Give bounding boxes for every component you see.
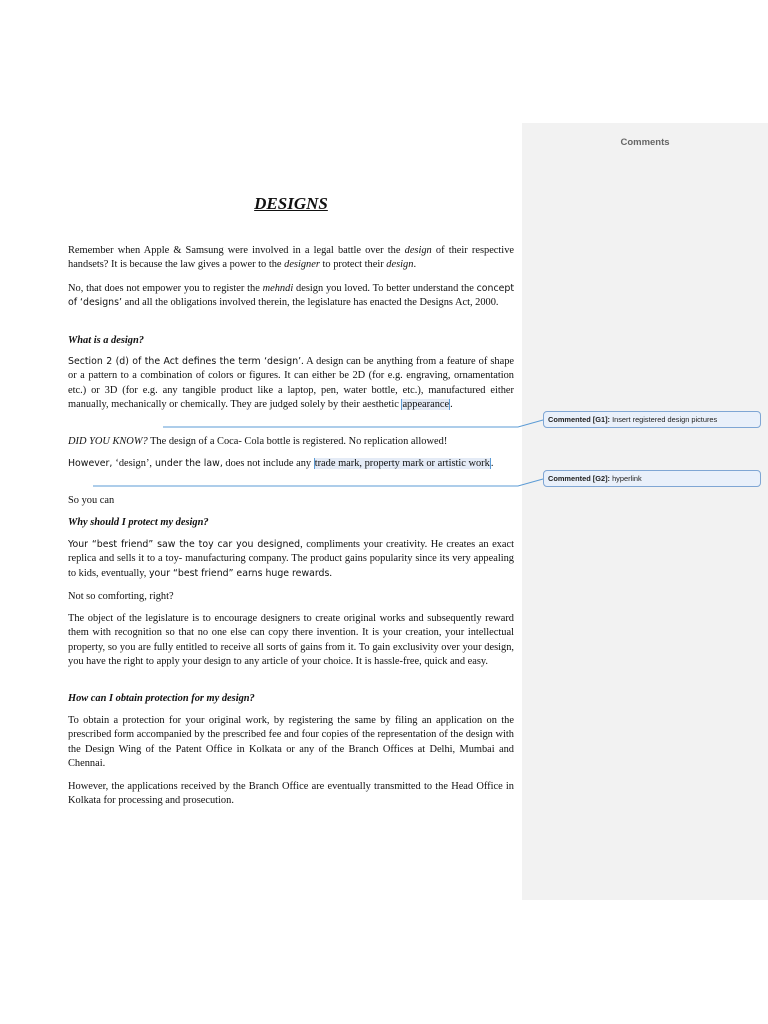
comment-author: Commented [G2]:	[548, 474, 611, 483]
heading-why-protect: Why should I protect my design?	[68, 517, 209, 528]
paragraph-exclusions: However, ‘design’, under the law, does not include any trade mark, property mark or artistic work.	[68, 458, 494, 469]
comment-text: hyperlink	[610, 474, 642, 483]
paragraph-definition: Section 2 (d) of the Act defines the term ‘design’. A design can be anything from a feature of shape or a pattern to a combination of colors or figures. It can either be 2D (for e.g. engraving, ornamentation etc.) or 3D (for e.g. any tangible product like a laptop, pen, water bottle, etc.), manufactured either manually, mechanically or chemically. They are judged solely by their aesthetic appearance.	[68, 356, 515, 411]
paragraph-obtain: To obtain a protection for your original work, by registering the same by filing an application on the prescribed form accompanied by the prescribed fee and four copies of the representation of the design with the Design Wing of the Patent Office in Kolkata or any of the Branch Offices at Delhi, Mumbai and Chennai.	[68, 715, 514, 770]
comment-anchor-g1[interactable]: appearance	[402, 399, 450, 411]
paragraph-best-friend: Your “best friend” saw the toy car you designed, compliments your creativity. He creates an exact replica and sells it to a toy- manufacturing company. The product gains popularity since its very appealing to kids, eventually, your “best friend” earns huge rewards.	[68, 539, 514, 579]
paragraph-not-comforting: Not so comforting, right?	[68, 591, 174, 602]
paragraph-so-you-can: So you can	[68, 495, 115, 506]
document-title: DESIGNS	[254, 194, 328, 213]
comment-anchor-g2[interactable]: trade mark, property mark or artistic work	[314, 458, 490, 469]
paragraph-did-you-know: DID YOU KNOW? The design of a Coca- Cola bottle is registered. No replication allowed!	[68, 436, 448, 447]
comment-text: Insert registered design pictures	[610, 415, 718, 424]
comment-author: Commented [G1]:	[548, 415, 611, 424]
heading-how-obtain: How can I obtain protection for my design?	[68, 693, 255, 704]
paragraph-intro: Remember when Apple & Samsung were involved in a legal battle over the design of their respective handsets? It is because the law gives a power to the designer to protect their design.	[68, 245, 515, 271]
paragraph-branch-office: However, the applications received by the Branch Office are eventually transmitted to the Head Office in Kolkata for processing and prosecution.	[68, 781, 514, 807]
heading-what-is-design: What is a design?	[68, 335, 144, 346]
comment-pane	[522, 123, 768, 900]
paragraph-object: The object of the legislature is to encourage designers to create original works and subsequently reward them with recognition so that no one else can copy there invention. It is your creation, your intellectual property, so you are fully entitled to receive all sorts of gains from it. To gain exclusivity over your design, you have the right to apply your design to any article of your choice. It is hassle-free, quick and easy.	[68, 613, 514, 668]
comment-pane-title: Comments	[620, 137, 670, 148]
paragraph-mehndi: No, that does not empower you to register the mehndi design you loved. To better understand the concept of ‘designs’ and all the obligations involved therein, the legislature has enacted the Designs Act, 2000.	[68, 283, 515, 309]
comment-g2[interactable]	[543, 470, 761, 487]
comment-g1[interactable]	[543, 411, 761, 428]
